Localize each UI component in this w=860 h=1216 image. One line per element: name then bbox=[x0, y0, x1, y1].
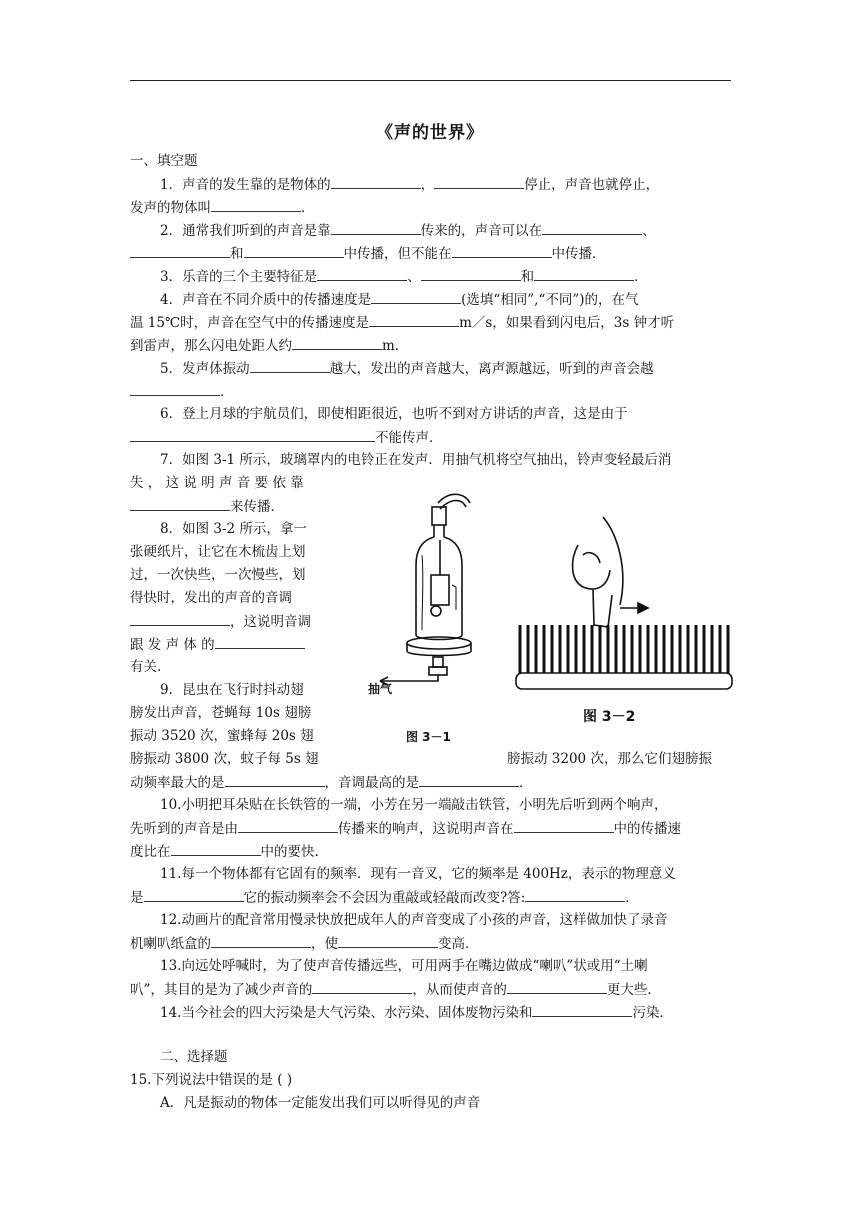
section-heading-multiple-choice: 二、选择题 bbox=[160, 1049, 228, 1065]
question-3: 3．乐音的三个主要特征是 、 和 ． bbox=[160, 266, 648, 287]
question-11-line-2: 是 它的振动频率会不会因为重敲或轻敲而改变?答: ． bbox=[130, 887, 639, 908]
question-5-line-2: ． bbox=[130, 381, 234, 402]
question-13-line-1: 13.向远处呼喊时，为了使声音传播远些，可用两手在嘴边做成“喇叭”状或用“土喇 bbox=[160, 958, 648, 974]
figure-3-1-caption: 图 3－1 bbox=[406, 730, 451, 744]
question-8-line-3: 过，一次快些，一次慢些，划 bbox=[130, 567, 306, 583]
question-10-line-2: 先听到的声音是由 传播来的响声，这说明声音在 中的传播速 bbox=[130, 818, 681, 839]
figure-3-1-airflow-label: 抽气 bbox=[368, 682, 393, 696]
question-1-line-2: 发声的物体叫 ． bbox=[130, 197, 315, 218]
question-8-line-6: 跟 发 声 体 的 bbox=[130, 634, 305, 655]
question-15-option-a: A．凡是振动的物体一定能发出我们可以听得见的声音 bbox=[160, 1095, 481, 1111]
question-9-line-4-right: 膀振动 3200 次，那么它们翅膀振 bbox=[507, 751, 712, 767]
question-7-line-1: 7．如图 3-1 所示，玻璃罩内的电铃正在发声．用抽气机将空气抽出，铃声变轻最后消 bbox=[160, 452, 672, 468]
question-9-line-3: 振动 3520 次，蜜蜂每 20s 翅 bbox=[130, 728, 314, 744]
question-12-line-1: 12.动画片的配音常用慢录快放把成年人的声音变成了小孩的声音，这样做加快了录音 bbox=[160, 912, 668, 928]
question-6-line-2: 不能传声． bbox=[130, 427, 443, 448]
question-4-line-1: 4．声音在不同介质中的传播速度是 (选填“相同”,“不同”)的，在气 bbox=[160, 289, 639, 310]
question-9-line-5: 动频率最大的是 ，音调最高的是 ． bbox=[130, 772, 533, 793]
question-6-line-1: 6．登上月球的宇航员们，即使相距很近，也听不到对方讲话的声音，这是由于 bbox=[160, 406, 628, 422]
question-8-line-7: 有关. bbox=[130, 659, 162, 675]
section-heading-fill-blank: 一、填空题 bbox=[130, 153, 198, 169]
question-13-line-2: 叭”，其目的是为了减少声音的 ，从而使声音的 更大些． bbox=[130, 979, 661, 1000]
question-5-line-1: 5．发声体振动 越大，发出的声音越大，离声源越远，听到的声音会越 bbox=[160, 358, 654, 379]
question-14: 14.当今社会的四大污染是大气污染、水污染、固体废物污染和 污染． bbox=[160, 1002, 673, 1023]
question-10-line-3: 度比在 中的要快. bbox=[130, 841, 319, 862]
bell-jar-figure bbox=[360, 485, 480, 700]
question-9-line-2: 膀发出声音，苍蝇每 10s 翅膀 bbox=[130, 705, 312, 721]
question-12-line-2: 机喇叭纸盒的 ，使 变高． bbox=[130, 933, 479, 954]
comb-figure bbox=[508, 515, 738, 695]
header-rule bbox=[130, 80, 731, 81]
question-7-line-3: 来传播． bbox=[130, 496, 284, 517]
question-10-line-1: 10.小明把耳朵贴在长铁管的一端，小芳在另一端敲击铁管，小明先后听到两个响声， bbox=[160, 797, 668, 813]
question-2-line-1: 2．通常我们听到的声音是靠 传来的，声音可以在 、 bbox=[160, 220, 656, 241]
question-8-line-2: 张硬纸片，让它在木梳齿上划 bbox=[130, 544, 306, 560]
question-4-line-3: 到雷声，那么闪电处距人约 m． bbox=[130, 335, 408, 356]
question-8-line-1: 8．如图 3-2 所示，拿一 bbox=[160, 521, 307, 537]
question-1-line-1: 1．声音的发生靠的是物体的 ， 停止，声音也就停止， bbox=[160, 174, 659, 195]
question-7-line-2: 失 ， 这 说 明 声 音 要 依 靠 bbox=[130, 475, 304, 491]
question-9-line-1: 9．昆虫在飞行时抖动翅 bbox=[160, 682, 304, 698]
question-9-line-4: 膀振动 3800 次，蚊子每 5s 翅 bbox=[130, 751, 319, 767]
question-2-line-2: 和 中传播，但不能在 中传播． bbox=[130, 243, 606, 264]
page-title: 《声的世界》 bbox=[376, 123, 484, 143]
question-4-line-2: 温 15℃时，声音在空气中的传播速度是 m／s，如果看到闪电后，3s 钟才听 bbox=[130, 312, 674, 333]
figure-3-2-caption: 图 3－2 bbox=[583, 709, 636, 725]
question-11-line-1: 11.每一个物体都有它固有的频率．现有一音叉，它的频率是 400Hz，表示的物理意义 bbox=[160, 866, 676, 882]
question-15-stem: 15.下列说法中错误的是 ( ) bbox=[130, 1072, 293, 1088]
question-8-line-5: ，这说明音调 bbox=[130, 611, 311, 632]
question-8-line-4: 得快时，发出的声音的音调 bbox=[130, 590, 292, 606]
